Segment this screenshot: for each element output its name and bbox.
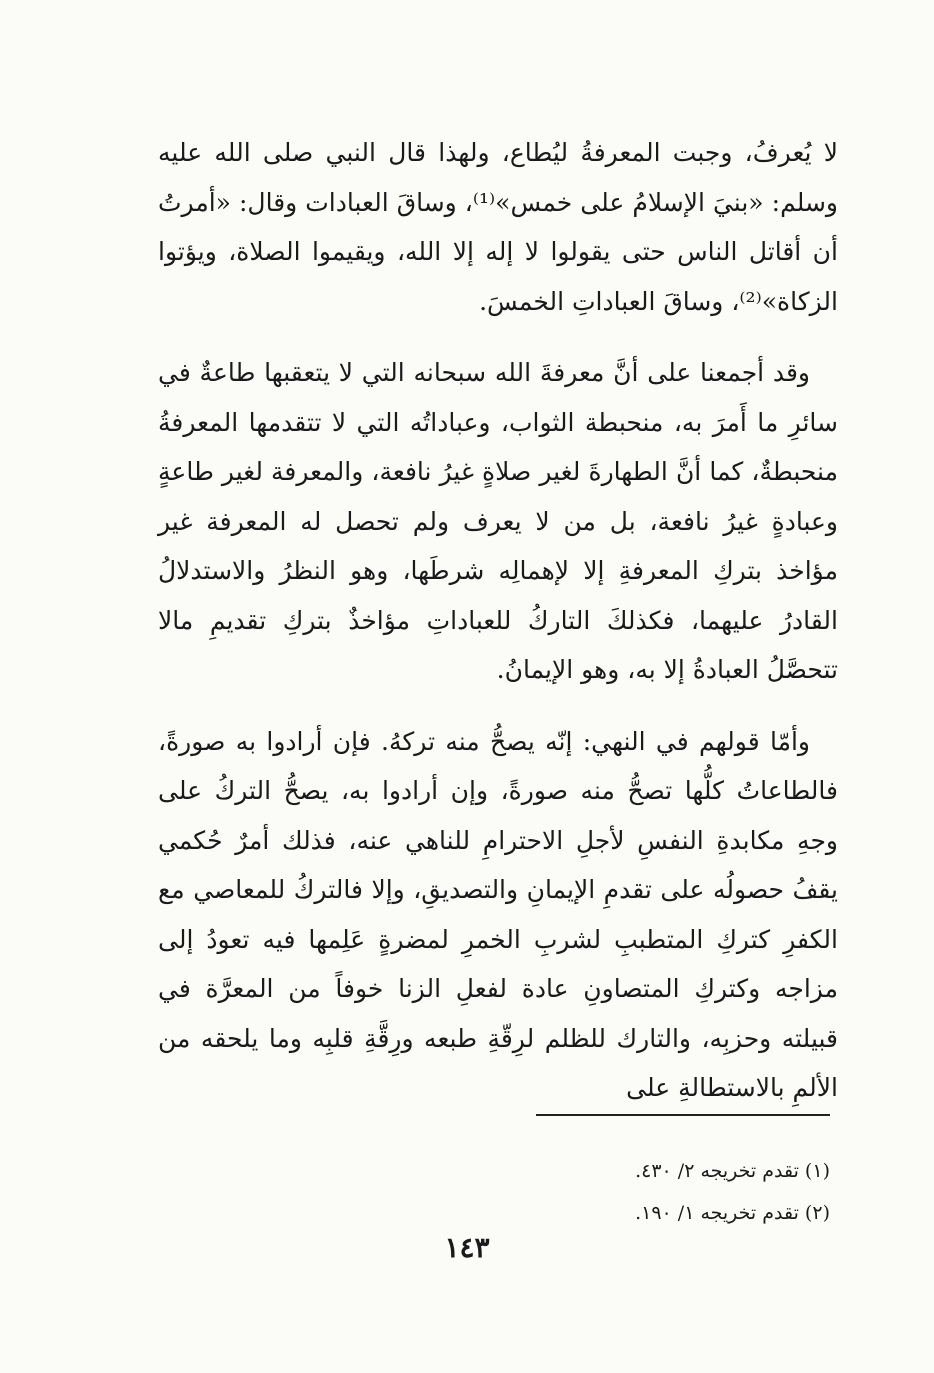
footnote-divider xyxy=(536,1114,830,1116)
paragraph-2: وقد أجمعنا على أنَّ معرفةَ الله سبحانه التي لا يتعقبها طاعةٌ في سائرِ ما أَمرَ به، منحبطة الثواب، وعباداتُه التي لا تتقدمها المعرفةُ منحبطةٌ، كما أنَّ الطهارةَ لغير صلاةٍ غيرُ نافعة، والمعرفة لغير طاعةٍ وعبادةٍ غيرُ نافعة، بل من لا يعرف ولم تحصل له المعرفة غير مؤاخذ بتركِ المعرفةِ إلا لإهمالِه شرطَها، وهو النظرُ والاستدلالُ القادرُ عليهما، فكذلكَ التاركُ للعباداتِ مؤاخذٌ بتركِ تقديمِ مالا تتحصَّلُ العبادةُ إلا به، وهو الإيمانُ. xyxy=(158,358,838,684)
page-number: ١٤٣ xyxy=(444,1231,490,1264)
footnote-2: (٢) تقدم تخريجه ١/ ١٩٠. xyxy=(635,1202,830,1224)
paragraph-1: لا يُعرفُ، وجبت المعرفةُ ليُطاع، ولهذا قال النبي صلى الله عليه وسلم: «بنيَ الإسلامُ على خمس»⁽¹⁾، وساقَ العبادات وقال: «أمرتُ أن أقاتل الناس حتى يقولوا لا إله إلا الله، ويقيموا الصلاة، ويؤتوا الزكاة»⁽²⁾، وساقَ العباداتِ الخمسَ. xyxy=(158,138,839,316)
paragraph-3: وأمّا قولهم في النهي: إنّه يصحُّ منه تركهُ. فإن أرادوا به صورةً، فالطاعاتُ كلُّها تصحُّ منه صورةً، وإن أرادوا به، يصحُّ التركُ على وجهِ مكابدةِ النفسِ لأجلِ الاحترامِ للناهي عنه، فذلك أمرٌ حُكمي يقفُ حصولُه على تقدمِ الإيمانِ والتصديقِ، وإلا فالتركُ للمعاصي مع الكفرِ كتركِ المتطببِ لشربِ الخمرِ لمضرةٍ عَلِمها فيه تعودُ إلى مزاجه وكتركِ المتصاونِ عادة لفعلِ الزنا خوفاً من المعرَّة في قبيلته وحزبِه، والتارك للظلم لرِقّةِ طبعه ورِقَّةِ قلبِه وما يلحقه من الألمِ بالاستطالةِ على xyxy=(158,726,838,1102)
footnote-1: (١) تقدم تخريجه ٢/ ٤٣٠. xyxy=(635,1160,830,1182)
footnotes xyxy=(536,1150,830,1234)
main-text xyxy=(158,128,838,1135)
